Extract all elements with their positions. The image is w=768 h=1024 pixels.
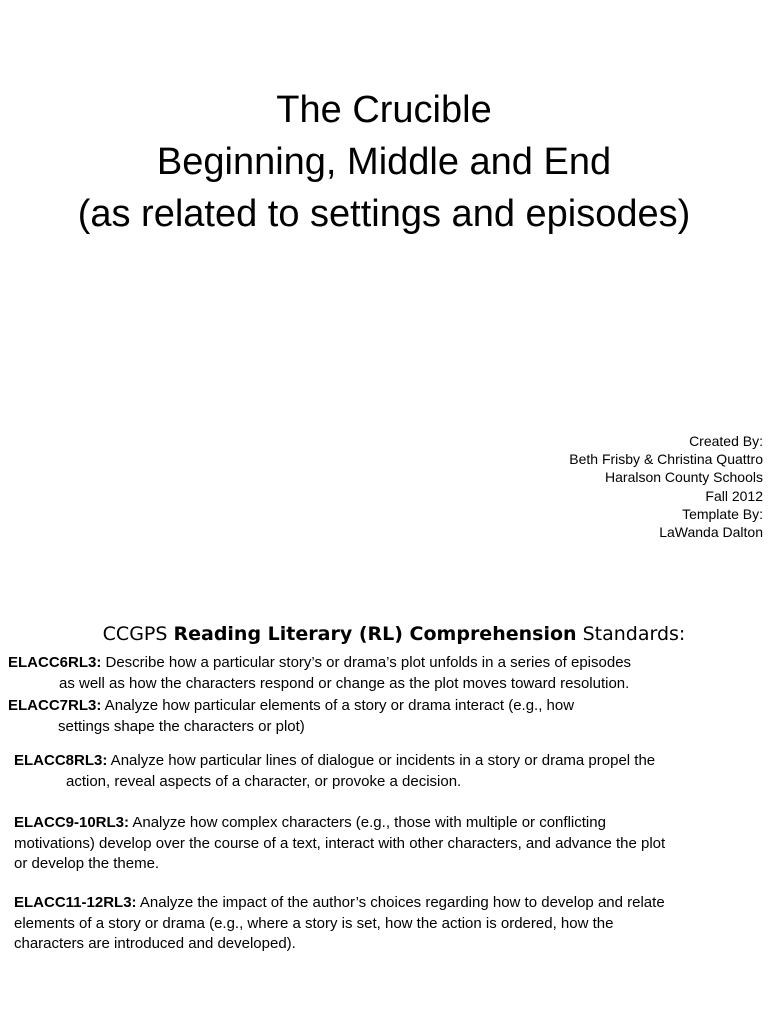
standard-elacc8rl3 xyxy=(14,751,655,792)
standard-code: ELACC8RL3: xyxy=(14,752,108,769)
standard-text-continued: settings shape the characters or plot) xyxy=(58,717,305,735)
standard-code: ELACC11-12RL3: xyxy=(14,894,137,911)
standard-code: ELACC6RL3: xyxy=(8,654,102,671)
authors: Beth Frisby & Christina Quattro xyxy=(569,451,763,468)
standard-code: ELACC9-10RL3: xyxy=(14,814,130,831)
standard-text-continued: motivations) develop over the course of a text, interact with other characters, and advance the plot xyxy=(14,834,666,852)
standard-text-continued: or develop the theme. xyxy=(14,855,160,872)
standard-text: Analyze the impact of the author’s choices regarding how to develop and relate xyxy=(136,894,665,911)
standard-text-continued: as well as how the characters respond or change as the plot moves toward resolution. xyxy=(59,674,630,692)
standard-elacc7rl3 xyxy=(8,696,574,737)
standards-heading xyxy=(0,620,768,648)
next-page-text-cutoff xyxy=(30,1014,730,1024)
created-by-label: Created By: xyxy=(689,433,763,449)
standard-text-continued: elements of a story or drama (e.g., where a story is set, how the action is ordered, how the xyxy=(14,914,614,932)
standard-line xyxy=(8,696,574,717)
standard-line xyxy=(14,893,665,914)
standard-line xyxy=(14,751,655,772)
title-line-3: (as related to settings and episodes) xyxy=(77,193,691,235)
standard-line xyxy=(14,813,665,834)
standard-text: Analyze how particular lines of dialogue or incidents in a story or drama propel the xyxy=(107,752,656,769)
standard-text-continued: characters are introduced and developed). xyxy=(14,935,296,952)
template-by-label: Template By: xyxy=(682,505,763,522)
standard-text: Describe how a particular story’s or drama’s plot unfolds in a series of episodes xyxy=(101,654,632,671)
standard-text: Analyze how complex characters (e.g., those with multiple or conflicting xyxy=(129,814,606,831)
standard-text: Analyze how particular elements of a story or drama interact (e.g., how xyxy=(101,697,575,714)
credits-block xyxy=(569,432,763,541)
standard-code: ELACC7RL3: xyxy=(8,697,102,714)
standard-line xyxy=(8,653,631,674)
organization: Haralson County Schools xyxy=(605,469,763,486)
term: Fall 2012 xyxy=(705,487,763,504)
title-line-1: The Crucible xyxy=(276,89,492,131)
standards-heading-prefix: CCGPS xyxy=(102,623,174,645)
standard-text-continued: action, reveal aspects of a character, or provoke a decision. xyxy=(66,772,462,790)
standard-elacc6rl3 xyxy=(8,653,631,694)
title-line-2: Beginning, Middle and End xyxy=(156,141,612,183)
document-title xyxy=(0,84,768,240)
template-author: LaWanda Dalton xyxy=(659,524,763,541)
standard-elacc9-10rl3 xyxy=(14,813,665,875)
standard-elacc11-12rl3 xyxy=(14,893,665,955)
standards-heading-bold: Reading Literary (RL) Comprehension xyxy=(173,623,577,645)
standards-heading-suffix: Standards: xyxy=(576,623,686,645)
